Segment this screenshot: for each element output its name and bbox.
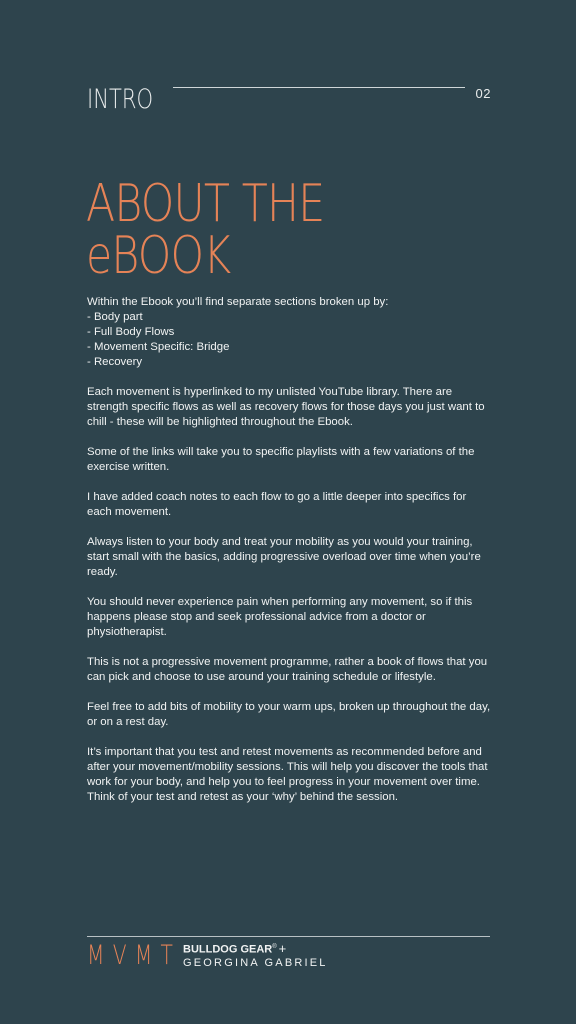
list-item: - Full Body Flows <box>87 326 175 338</box>
paragraph-listen: Always listen to your body and treat your mobility as you would your training, start small with the basics, adding progressive overload over time when you’re ready. <box>87 536 481 578</box>
page-title-line-1: ABOUT THE <box>86 174 325 234</box>
plus-sign: + <box>278 940 287 956</box>
list-item: - Recovery <box>87 356 143 368</box>
sections-list <box>87 310 492 370</box>
header-divider <box>173 87 465 88</box>
page-header <box>87 84 491 118</box>
partner-brand: BULLDOG GEAR <box>183 943 273 956</box>
section-label: INTRO <box>87 84 154 115</box>
paragraph-test-retest: It’s important that you test and retest movements as recommended before and after your movement/mobility sessions. This will help you discover the tools that work for your body, and help you to feel progress in your movement over time. Think of your test and retest as your ‘why’ behind the session. <box>87 746 488 803</box>
paragraph-playlists: Some of the links will take you to specific playlists with a few variations of the exercise written. <box>87 446 475 473</box>
registered-mark: ® <box>272 944 277 950</box>
page-number: 02 <box>475 86 491 101</box>
intro-paragraph: Within the Ebook you’ll find separate sections broken up by: <box>87 296 389 308</box>
paragraph-coach-notes: I have added coach notes to each flow to go a little deeper into specifics for each movement. <box>87 491 467 518</box>
author-name: GEORGINA GABRIEL <box>183 956 328 969</box>
partner-block <box>183 941 328 970</box>
paragraph-not-programme: This is not a progressive movement programme, rather a book of flows that you can pick and choose to use around your training schedule or lifestyle. <box>87 656 488 683</box>
brand-logo: MVMT <box>87 940 182 971</box>
list-item: - Movement Specific: Bridge <box>87 341 230 353</box>
paragraph-hyperlinks: Each movement is hyperlinked to my unlisted YouTube library. There are strength specific flows as well as recovery flows for those days you just want to chill - these will be highlighted throughout the Ebook. <box>87 386 485 428</box>
page-title-line-2: eBOOK <box>86 226 231 286</box>
footer-divider <box>87 936 490 937</box>
paragraph-warm-ups: Feel free to add bits of mobility to your warm ups, broken up throughout the day, or on a rest day. <box>87 701 491 728</box>
body-text <box>87 295 492 820</box>
partner-line <box>183 941 328 957</box>
list-item: - Body part <box>87 311 143 323</box>
page-title <box>86 174 325 286</box>
paragraph-pain: You should never experience pain when performing any movement, so if this happens please stop and seek professional advice from a doctor or physiotherapist. <box>87 596 473 638</box>
